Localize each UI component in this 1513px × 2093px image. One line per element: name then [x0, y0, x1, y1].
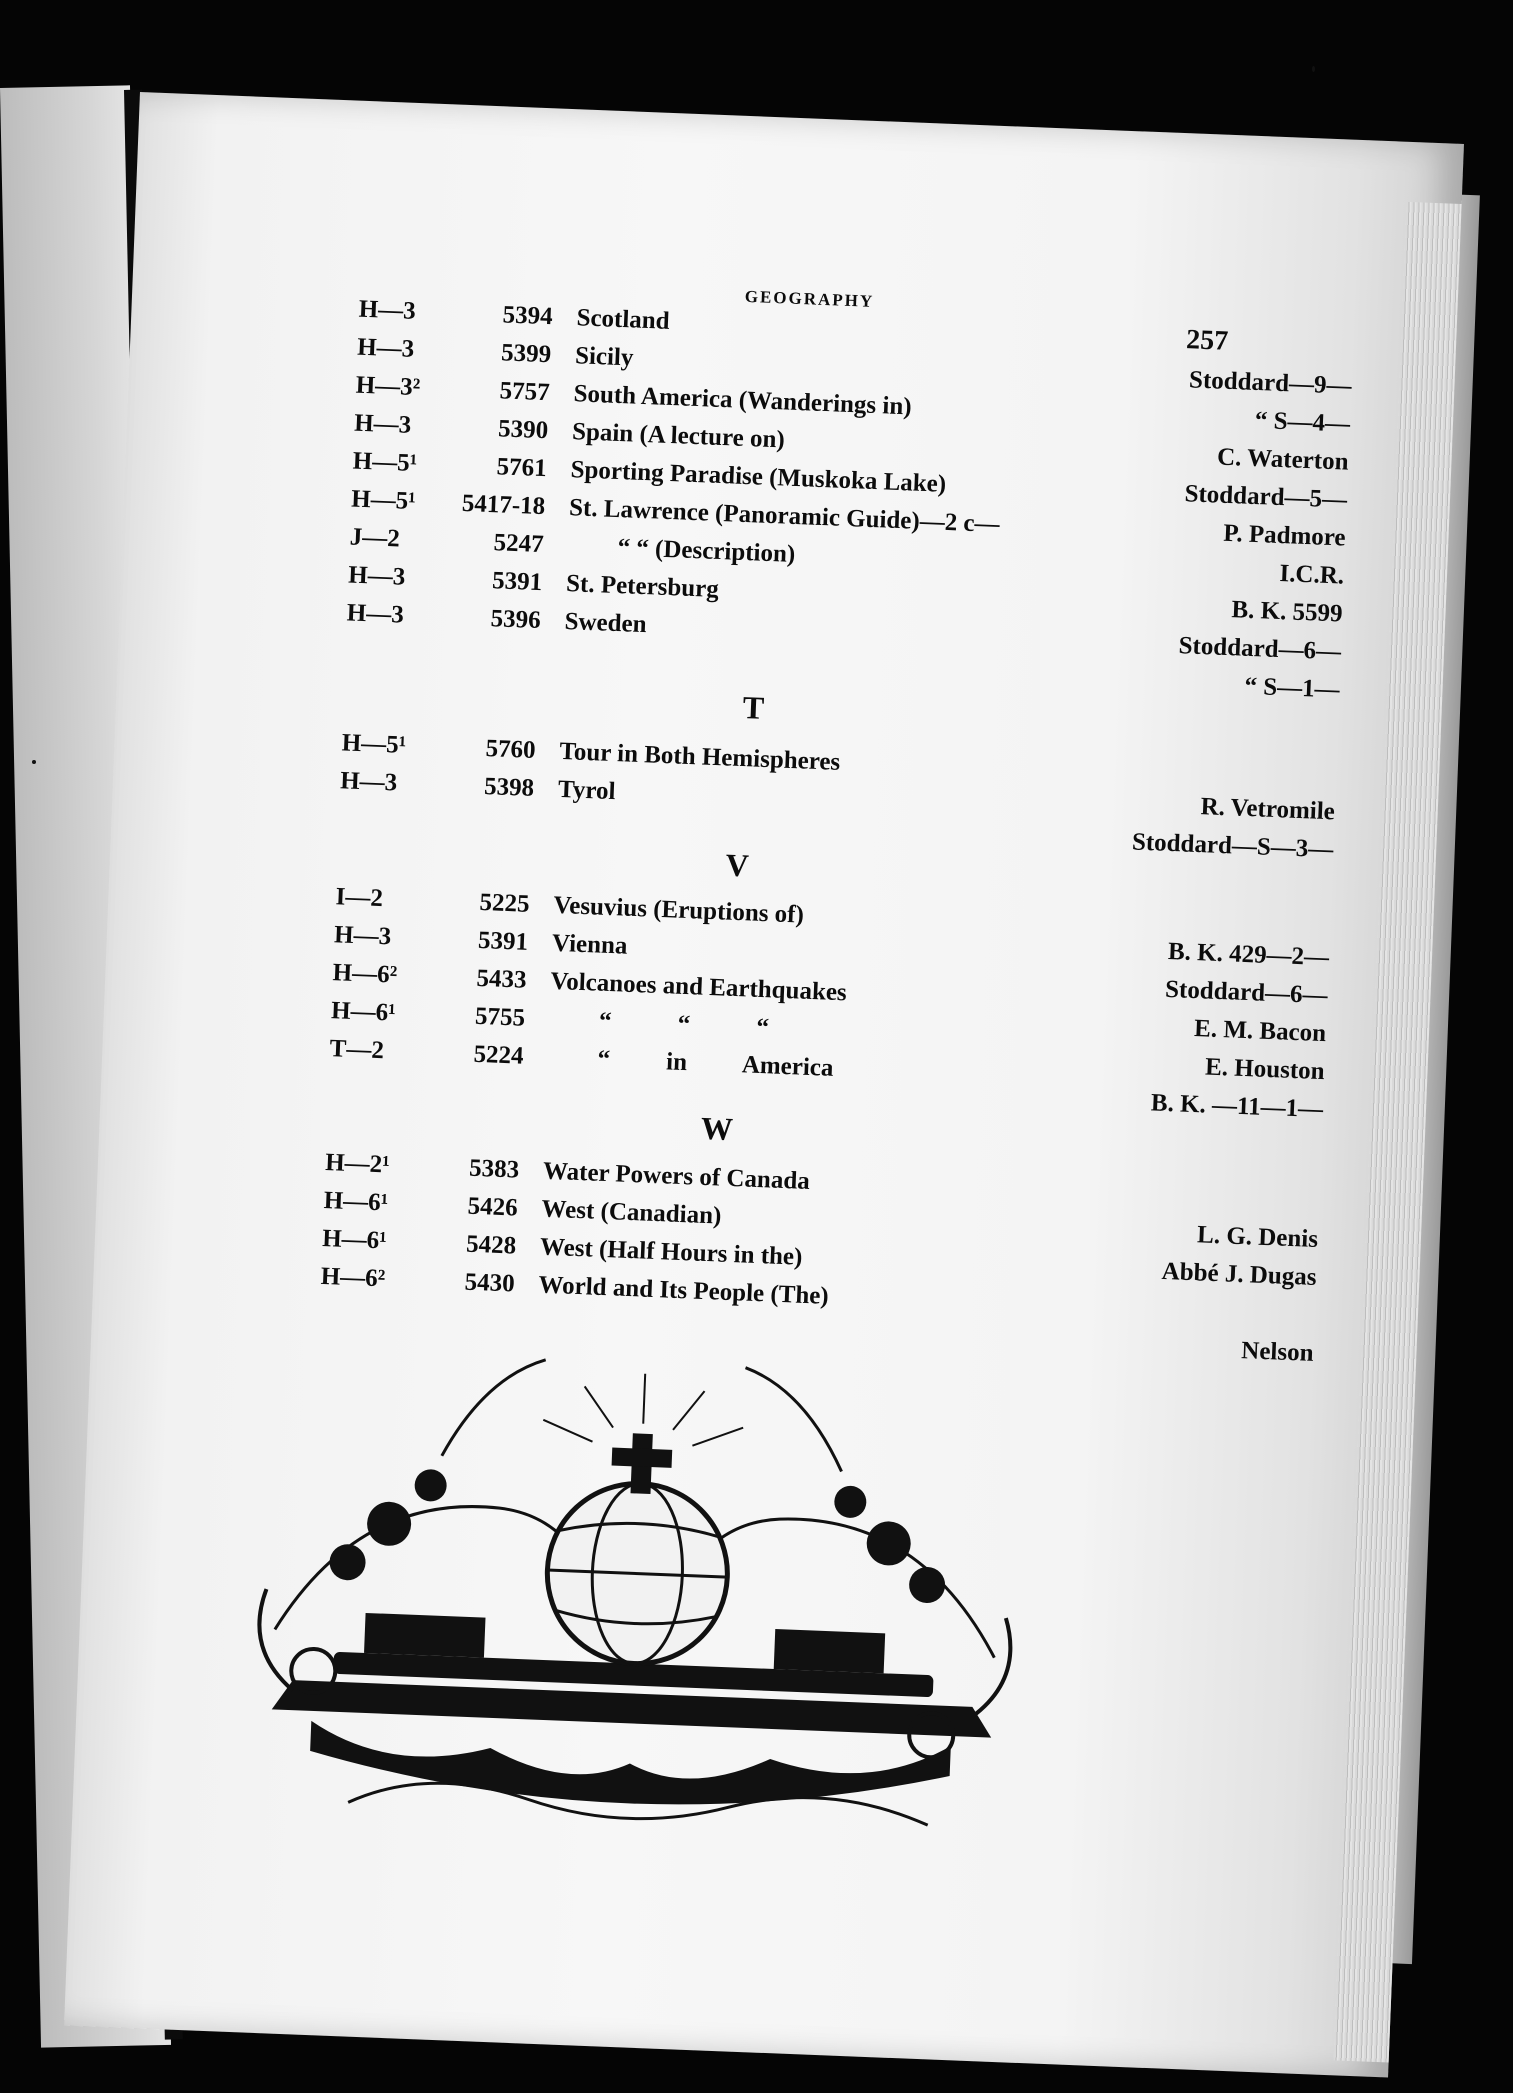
catalog-number: 5428	[465, 1230, 517, 1260]
page-number: 257	[1185, 324, 1229, 357]
entry-author: “ S—1—	[1243, 672, 1341, 704]
entry-title: Sweden	[564, 608, 648, 639]
entry-author: B. K. —11—1—	[1150, 1089, 1324, 1124]
shelf-mark: H—2¹	[324, 1149, 391, 1179]
entry-title: West (Half Hours in the)	[539, 1233, 803, 1271]
shelf-mark: H—3²	[355, 371, 421, 402]
entry-title: Tour in Both Hemispheres	[559, 737, 841, 776]
entry-author: E. Houston	[1204, 1053, 1326, 1086]
list-item	[358, 295, 671, 335]
catalog-number: 5225	[479, 888, 531, 918]
entry-author: “ S—4—	[1254, 406, 1351, 438]
shelf-mark: H—6²	[332, 959, 398, 989]
entry-title: World and Its People (The)	[538, 1271, 830, 1310]
shelf-mark: I—2	[335, 883, 384, 913]
entry-title: “ in America	[596, 1045, 834, 1082]
catalog-number: 5760	[485, 735, 537, 764]
shelf-mark: H—3	[333, 921, 392, 951]
entry-title: St. Petersburg	[565, 570, 720, 604]
entry-title: Vienna	[551, 929, 628, 960]
catalog-number: 5247	[493, 529, 545, 559]
entry-title: South America (Wanderings in)	[573, 380, 913, 421]
entry-author: Stoddard—6—	[1178, 632, 1342, 666]
entry-author: C. Waterton	[1216, 443, 1350, 476]
entry-title: Vesuvius (Eruptions of)	[552, 891, 805, 929]
catalog-number: 5426	[467, 1192, 519, 1222]
catalog-number: 5755	[474, 1002, 526, 1032]
shelf-mark: H—5¹	[350, 485, 417, 516]
catalog-number: 5383	[468, 1154, 520, 1184]
shelf-mark: H—3	[356, 333, 415, 363]
entry-author: B. K. 429—2—	[1167, 937, 1330, 972]
entry-author: Stoddard—9—	[1188, 366, 1353, 400]
entry-author: I.C.R.	[1278, 560, 1345, 590]
catalog-number: 5390	[497, 415, 549, 445]
shelf-mark: J—2	[349, 523, 401, 553]
shelf-mark: H—6²	[320, 1262, 386, 1293]
catalog-number: 5394	[502, 301, 554, 331]
entry-author: Stoddard—5—	[1184, 480, 1348, 514]
shelf-mark: H—6¹	[321, 1224, 388, 1255]
catalog-number: 5757	[499, 377, 551, 407]
globe-icon	[544, 1480, 731, 1667]
catalog-number: 5430	[464, 1268, 516, 1298]
catalog-number: 5399	[500, 339, 552, 369]
shelf-mark: H—3	[346, 599, 405, 629]
entry-author	[1005, 1176, 1320, 1188]
entry-author: R. Vetromile	[1200, 793, 1336, 826]
shelf-mark: H—3	[339, 767, 398, 797]
list-item	[320, 1262, 830, 1310]
entry-author: P. Padmore	[1222, 519, 1347, 552]
entry-title: Scotland	[576, 304, 671, 335]
catalog-number: 5433	[476, 964, 528, 994]
entry-title: West (Canadian)	[541, 1195, 722, 1230]
entry-title: Water Powers of Canada	[542, 1157, 811, 1196]
entry-title: Spain (A lecture on)	[571, 418, 786, 454]
entry-title: Sporting Paradise (Muskoka Lake)	[570, 456, 947, 498]
shelf-mark: H—3	[347, 561, 406, 591]
entry-author: L. G. Denis	[1196, 1221, 1319, 1254]
catalog-number: 5396	[490, 605, 542, 635]
catalog-number: 5761	[496, 453, 548, 483]
shelf-mark: H—3	[353, 409, 412, 439]
entry-title: Volcanoes and Earthquakes	[550, 967, 848, 1007]
entry-author: Abbé J. Dugas	[1161, 1257, 1318, 1292]
section-letter: V	[724, 846, 750, 884]
entry-author: Stoddard—S—3—	[1131, 828, 1334, 864]
shelf-mark: H—6¹	[323, 1186, 389, 1217]
running-head: GEOGRAPHY	[744, 286, 875, 311]
shelf-mark: H—5¹	[352, 447, 418, 478]
entry-author: B. K. 5599	[1230, 596, 1344, 628]
entry-title: “ “ “	[598, 1007, 770, 1042]
shelf-mark: H—3	[358, 295, 417, 325]
list-item	[324, 1149, 811, 1196]
catalog-number: 5398	[483, 772, 535, 802]
entry-title: Sicily	[574, 342, 634, 372]
entry-title: “ “ (Description)	[617, 534, 796, 568]
section-letter: T	[742, 689, 765, 726]
shelf-mark: H—6¹	[330, 997, 397, 1027]
catalog-number: 5417-18	[461, 489, 546, 521]
section-letter: W	[700, 1109, 734, 1147]
catalog-number: 5391	[491, 567, 543, 597]
catalog-number: 5391	[477, 926, 529, 956]
shelf-mark: T—2	[329, 1035, 385, 1065]
shelf-mark: H—5¹	[341, 729, 407, 759]
ornament-tailpiece	[227, 1328, 1046, 1859]
entry-author: Nelson	[1240, 1337, 1315, 1367]
entry-title: Tyrol	[557, 775, 616, 806]
list-item	[318, 1301, 1315, 1367]
entry-author: E. M. Bacon	[1193, 1015, 1327, 1048]
catalog-number: 5224	[473, 1040, 525, 1070]
entry-title: St. Lawrence (Panoramic Guide)—2 c—	[568, 494, 1001, 538]
entry-author: Stoddard—6—	[1164, 975, 1329, 1010]
